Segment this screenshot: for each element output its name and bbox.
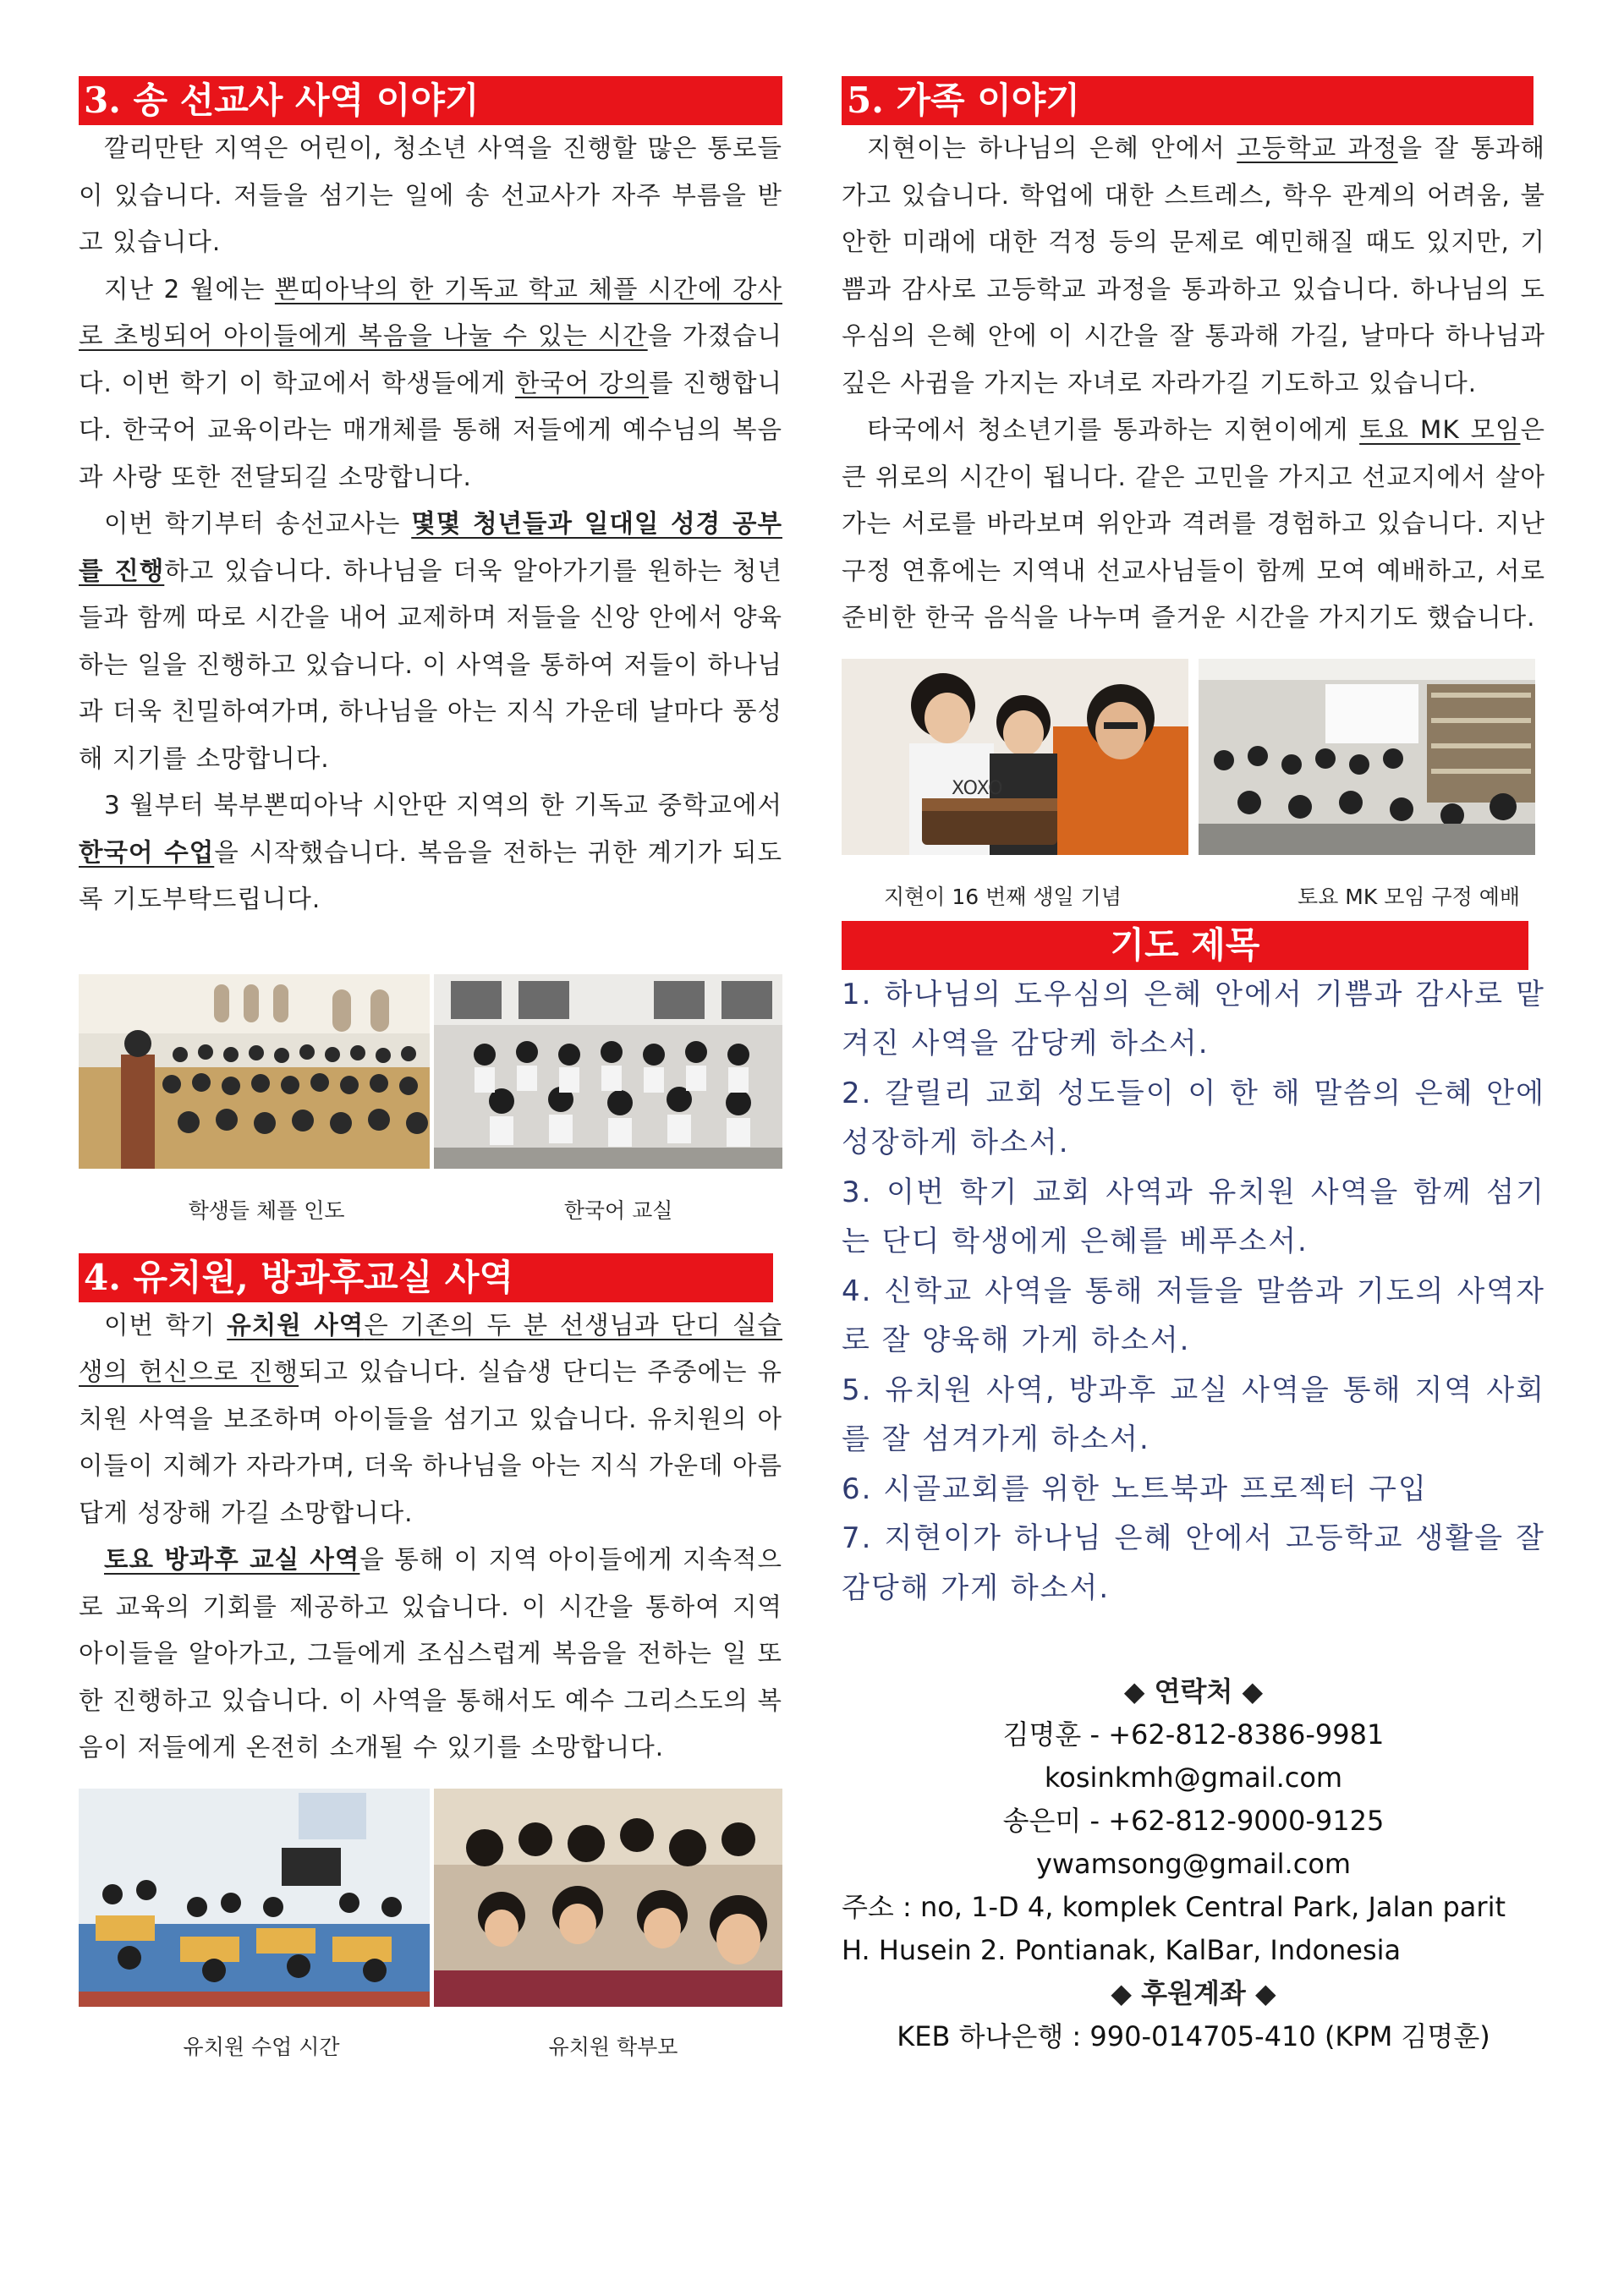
section3-paragraph-3 — [79, 501, 782, 782]
section3-title: 3. 송 선교사 사역 이야기 — [79, 76, 782, 125]
text-span: 타국에서 청소년기를 통과하는 지현이에게 — [867, 415, 1360, 444]
prayer-item: 4. 신학교 사역을 통해 저들을 말씀과 기도의 사역자로 잘 양육해 가게 하소서. — [842, 1274, 1545, 1357]
contact-address-line-1: 주소 : no, 1-D 4, komplek Central Park, Jalan parit — [842, 1891, 1506, 1923]
text-span: 을 가졌습니다. 이번 학기 이 학교에서 학생들에게 — [79, 321, 782, 397]
text-span: 을 통해 이 지역 아이들에게 지속적으로 교육의 기회를 제공하고 있습니다. 이 시간을 통하여 지역 아이들을 알아가고, 그들에게 조심스럽게 복음을 전하는 일 또한 진행하고 있습니다. 이 사역을 통해서도 예수 그리스도의 복음이 저들에게 온전히 소개될 수 있기를 소망합니다. — [79, 1545, 782, 1762]
underlined-text: 몇몇 청년들과 일대일 성경 공부를 진행 — [79, 509, 782, 585]
section5-title: 5. 가족 이야기 — [842, 76, 1533, 125]
section3-paragraph-4 — [79, 782, 782, 923]
right-column — [842, 76, 1545, 2058]
underlined-text: 토요 MK 모임 — [1359, 415, 1521, 444]
contact-email-1[interactable]: kosinkmh@gmail.com — [1044, 1762, 1343, 1794]
prayer-item: 6. 시골교회를 위한 노트북과 프로젝터 구입 — [842, 1471, 1428, 1506]
prayer-item: 7. 지현이가 하나님 은혜 안에서 고등학교 생활을 잘 감당해 가게 하소서. — [842, 1521, 1545, 1605]
section3-captions — [79, 1194, 782, 1228]
section5-captions — [842, 880, 1545, 914]
cake-label: XOXO — [952, 777, 1003, 799]
text-span: 을 잘 통과해 가고 있습니다. 학업에 대한 스트레스, 학우 관계의 어려움, 불안한 미래에 대한 걱정 등의 문제로 예민해질 때도 있지만, 기쁨과 감사로 고등학교 과정을 통과하고 있습니다. 하나님의 도우심의 은혜 안에 이 시간을 잘 통과해 가길, 날마다 하나님과 깊은 사귐을 가지는 자녀로 자라가길 기도하고 있습니다. — [842, 134, 1545, 397]
bank-account: KEB 하나은행 : 990-014705-410 (KPM 김명훈) — [897, 2020, 1490, 2052]
section4-paragraph-2 — [79, 1537, 782, 1772]
photo-caption: 토요 MK 모임 구정 예배 — [1298, 884, 1520, 909]
contact-email-2[interactable]: ywamsong@gmail.com — [1035, 1848, 1352, 1880]
section3-photo-row — [79, 974, 782, 1169]
contact-title: ◆ 연락처 ◆ — [1123, 1675, 1264, 1707]
mk-worship-photo — [1199, 659, 1535, 855]
section3-paragraph-2 — [79, 266, 782, 501]
underlined-text: 한국어 강의 — [514, 368, 649, 397]
section4-photo-row — [79, 1789, 782, 2007]
section3-paragraph-1: 깔리만탄 지역은 어린이, 청소년 사역을 진행할 많은 통로들이 있습니다. 저들을 섬기는 일에 송 선교사가 자주 부름을 받고 있습니다. — [79, 134, 782, 256]
prayer-item: 5. 유치원 사역, 방과후 교실 사역을 통해 지역 사회를 잘 섬겨가게 하소서. — [842, 1373, 1545, 1456]
text-span: 를 진행합니다. 한국어 교육이라는 매개체를 통해 저들에게 예수님의 복음과 사랑 또한 전달되길 소망합니다. — [79, 368, 782, 491]
contact-phone-2: 송은미 - +62-812-9000-9125 — [1002, 1805, 1385, 1837]
text-span: 지현이는 하나님의 은혜 안에서 — [867, 134, 1237, 162]
photo-caption: 유치원 학부모 — [548, 2034, 678, 2059]
prayer-item: 2. 갈릴리 교회 성도들이 이 한 해 말씀의 은혜 안에 성장하게 하소서. — [842, 1076, 1545, 1159]
underlined-text: 유치원 사역 — [227, 1310, 365, 1340]
underlined-text: 뽄띠아낙의 한 기독교 학교 체플 시간에 강사로 초빙되어 아이들에게 복음을 나눌 수 있는 시간 — [79, 274, 782, 350]
section4-paragraph-1 — [79, 1302, 782, 1537]
photo-caption: 유치원 수업 시간 — [183, 2034, 340, 2059]
kindergarten-parents-photo — [434, 1789, 782, 2007]
chapel-photo — [79, 974, 430, 1169]
photo-caption: 학생들 체플 인도 — [188, 1197, 345, 1223]
kindergarten-class-photo — [79, 1789, 430, 2007]
section5-paragraph-2 — [842, 407, 1545, 642]
section5-paragraph-1 — [842, 125, 1545, 407]
birthday-photo — [842, 659, 1188, 855]
text-span: 이번 학기 — [104, 1310, 228, 1340]
text-span: 을 시작했습니다. 복음을 전하는 귀한 계기가 되도록 기도부탁드립니다. — [79, 837, 782, 913]
text-span: 되고 있습니다. 실습생 단디는 주중에는 유치원 사역을 보조하며 아이들을 섬기고 있습니다. 유치원의 아이들이 지혜가 자라가며, 더욱 하나님을 아는 지식 가운데 아름답게 성장해 가길 소망합니다. — [79, 1357, 782, 1527]
korean-class-photo — [434, 974, 782, 1169]
photo-caption: 한국어 교실 — [563, 1197, 673, 1223]
underlined-text: 한국어 수업 — [79, 837, 215, 867]
text-span: 하고 있습니다. 하나님을 더욱 알아가기를 원하는 청년들과 함께 따로 시간을 내어 교제하며 저들을 신앙 안에서 양육하는 일을 진행하고 있습니다. 이 사역을 통하여 저들이 하나님과 더욱 친밀하여가며, 하나님을 아는 지식 가운데 날마다 풍성해 지기를 소망합니다. — [79, 556, 783, 773]
underlined-text: 고등학교 과정 — [1237, 134, 1398, 162]
underlined-text: 토요 방과후 교실 사역 — [104, 1545, 360, 1574]
prayer-item: 3. 이번 학기 교회 사역과 유치원 사역을 함께 섬기는 단디 학생에게 은혜를 베푸소서. — [842, 1175, 1545, 1258]
text-span: 지난 2 월에는 — [104, 274, 275, 304]
contact-phone-1: 김명훈 - +62-812-8386-9981 — [1002, 1718, 1385, 1751]
section4-title: 4. 유치원, 방과후교실 사역 — [79, 1253, 773, 1302]
text-span: 은 큰 위로의 시간이 됩니다. 같은 고민을 가지고 선교지에서 살아가는 서로를 바라보며 위안과 격려를 경험하고 있습니다. 지난 구정 연휴에는 지역내 선교사님들이 함께 모여 예배하고, 서로 준비한 한국 음식을 나누며 즐거운 시간을 가지기도 했습니다. — [842, 415, 1545, 632]
left-column — [79, 76, 782, 2064]
account-title: ◆ 후원계좌 ◆ — [1111, 1977, 1276, 2009]
prayer-title: 기도 제목 — [842, 921, 1528, 970]
contact-address-line-2: H. Husein 2. Pontianak, KalBar, Indonesia — [842, 1934, 1402, 1966]
prayer-item: 1. 하나님의 도우심의 은혜 안에서 기쁨과 감사로 맡겨진 사역을 감당케 하소서. — [842, 977, 1545, 1060]
text-span: 이번 학기부터 송선교사는 — [104, 509, 412, 538]
section5-photo-row — [842, 659, 1535, 855]
underlined-text: 은 기존의 두 분 선생님과 단디 실습생의 헌신으로 진행 — [79, 1310, 782, 1386]
photo-caption: 지현이 16 번째 생일 기념 — [884, 884, 1122, 909]
text-span: 3 월부터 북부뽄띠아낙 시안딴 지역의 한 기독교 중학교에서 — [104, 791, 782, 819]
section4-captions — [79, 2030, 782, 2064]
